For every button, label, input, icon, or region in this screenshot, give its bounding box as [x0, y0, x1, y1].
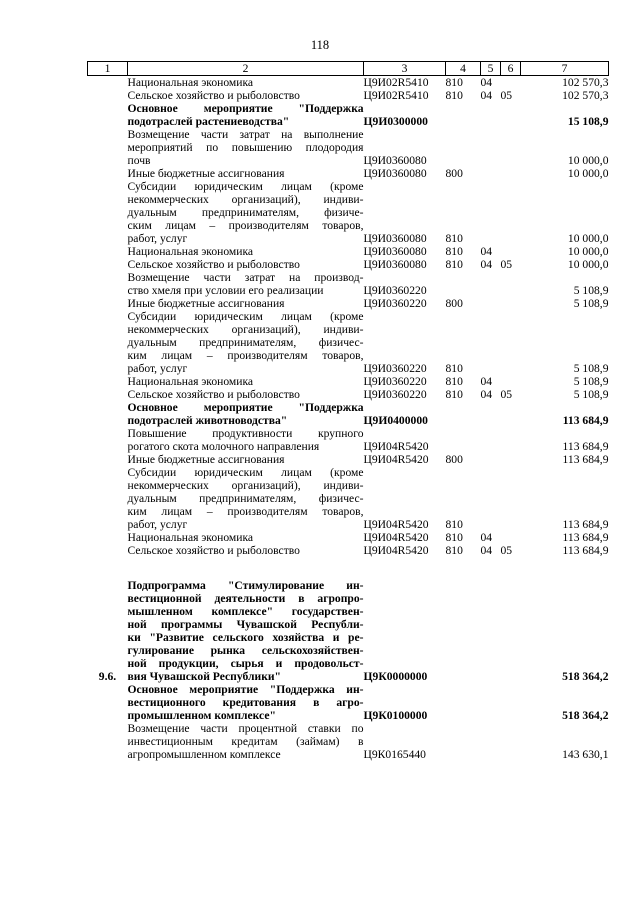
row-subsection — [501, 180, 521, 245]
row-name: Возмещение части затрат на выполнение мероприятий по повышению плодородия почв — [127, 128, 364, 167]
row-section — [481, 579, 501, 683]
row-code: Ц9И0360080 — [363, 232, 427, 245]
row-name: Субсидии юридическим лицам (кроме некоммерческих организаций), индиви- дуальным предпринимателям, физиче- ским лицам – производителям товаров, работ, услуг — [127, 180, 364, 245]
row-code: Ц9К0100000 — [363, 709, 428, 722]
row-subsection — [501, 453, 521, 466]
row-amount: 113 684,9 — [562, 414, 609, 427]
row-subsection — [501, 102, 521, 128]
row-expense-type — [446, 427, 481, 453]
table-row — [88, 722, 609, 761]
row-number — [88, 271, 128, 297]
row-section: 04 — [480, 544, 493, 557]
table-row — [88, 531, 609, 544]
row-name: Сельское хозяйство и рыболовство — [127, 388, 300, 401]
row-number — [88, 76, 128, 90]
row-subsection — [501, 722, 521, 761]
row-amount: 10 000,0 — [567, 167, 609, 180]
row-expense-type: 800 — [445, 297, 463, 310]
row-number — [88, 375, 128, 388]
row-code: Ц9И0360080 — [363, 258, 427, 271]
row-subsection — [501, 531, 521, 544]
row-section — [481, 102, 501, 128]
row-expense-type: 810 — [445, 89, 463, 102]
row-expense-type: 800 — [445, 453, 463, 466]
row-subsection — [501, 245, 521, 258]
row-name: Основное мероприятие "Поддержка подотраслей растениеводства" — [127, 102, 364, 128]
row-number — [88, 544, 128, 557]
header-col-2: 2 — [128, 62, 364, 76]
row-amount: 15 108,9 — [567, 115, 609, 128]
header-col-5: 5 — [481, 62, 501, 76]
row-expense-type: 810 — [445, 518, 463, 531]
row-name: Возмещение части процентной ставки по инвестиционным кредитам (займам) в агропромышленном комплексе — [127, 722, 364, 761]
row-amount: 5 108,9 — [573, 284, 609, 297]
row-section: 04 — [480, 258, 493, 271]
row-expense-type — [446, 271, 481, 297]
row-code: Ц9И02R5410 — [363, 76, 429, 89]
row-subsection — [501, 466, 521, 531]
row-section — [481, 271, 501, 297]
row-amount: 5 108,9 — [573, 375, 609, 388]
table-row — [88, 466, 609, 531]
row-amount: 113 684,9 — [562, 544, 609, 557]
row-number: 9.6. — [98, 670, 117, 683]
row-expense-type: 810 — [445, 362, 463, 375]
row-amount: 518 364,2 — [562, 670, 609, 683]
row-name: Национальная экономика — [127, 531, 254, 544]
row-subsection: 05 — [500, 89, 513, 102]
row-subsection — [501, 128, 521, 167]
row-subsection — [501, 271, 521, 297]
row-number — [88, 89, 128, 102]
row-code: Ц9И04R5420 — [363, 531, 429, 544]
row-expense-type: 800 — [445, 167, 463, 180]
row-section — [481, 683, 501, 722]
row-number — [88, 180, 128, 245]
row-subsection — [501, 310, 521, 375]
row-code: Ц9И0360220 — [363, 284, 427, 297]
row-number — [88, 167, 128, 180]
header-col-4: 4 — [446, 62, 481, 76]
row-number — [88, 388, 128, 401]
row-amount: 113 684,9 — [562, 453, 609, 466]
row-subsection — [501, 375, 521, 388]
row-code: Ц9И0300000 — [363, 115, 428, 128]
row-amount: 5 108,9 — [573, 362, 609, 375]
row-number — [88, 245, 128, 258]
row-code: Ц9И0360220 — [363, 297, 427, 310]
row-number — [88, 722, 128, 761]
table-row — [88, 683, 609, 722]
row-expense-type: 810 — [445, 531, 463, 544]
row-expense-type — [446, 102, 481, 128]
row-code: Ц9И0360220 — [363, 375, 427, 388]
row-amount: 10 000,0 — [567, 245, 609, 258]
table-row — [88, 258, 609, 271]
row-amount: 113 684,9 — [562, 518, 609, 531]
row-number — [88, 427, 128, 453]
row-subsection: 05 — [500, 258, 513, 271]
row-expense-type — [446, 579, 481, 683]
row-section: 04 — [480, 89, 493, 102]
row-expense-type — [446, 722, 481, 761]
row-section — [481, 128, 501, 167]
row-section — [481, 297, 501, 310]
row-expense-type: 810 — [445, 258, 463, 271]
row-name: Субсидии юридическим лицам (кроме некоммерческих организаций), индиви- дуальным предпринимателям, физичес- ким лицам – производителям товаров, работ, услуг — [127, 466, 364, 531]
row-code: Ц9И0360220 — [363, 362, 427, 375]
row-section — [481, 310, 501, 375]
table-header-row — [88, 62, 609, 76]
row-name: Возмещение части затрат на производ- ство хмеля при условии его реализации — [127, 271, 364, 297]
table-row — [88, 102, 609, 128]
row-amount: 518 364,2 — [562, 709, 609, 722]
row-expense-type: 810 — [445, 232, 463, 245]
row-expense-type: 810 — [445, 76, 463, 89]
row-subsection — [501, 401, 521, 427]
row-name: Сельское хозяйство и рыболовство — [127, 89, 300, 102]
row-amount: 10 000,0 — [567, 154, 609, 167]
table-row — [88, 297, 609, 310]
table-row — [88, 579, 609, 683]
row-number — [88, 466, 128, 531]
row-section: 04 — [480, 76, 493, 89]
row-name: Национальная экономика — [127, 76, 254, 89]
row-section — [481, 453, 501, 466]
row-number — [88, 297, 128, 310]
header-col-6: 6 — [501, 62, 521, 76]
row-code: Ц9И0360220 — [363, 388, 427, 401]
row-name: Национальная экономика — [127, 375, 254, 388]
row-amount: 143 630,1 — [562, 748, 609, 761]
row-subsection: 05 — [500, 388, 513, 401]
row-code: Ц9И04R5420 — [363, 440, 429, 453]
row-code: Ц9И0360080 — [363, 154, 427, 167]
header-col-1: 1 — [88, 62, 128, 76]
row-amount: 102 570,3 — [562, 76, 609, 89]
row-amount: 113 684,9 — [562, 531, 609, 544]
header-col-7: 7 — [521, 62, 609, 76]
row-section — [481, 401, 501, 427]
row-code: Ц9К0000000 — [363, 670, 428, 683]
row-code: Ц9И0360080 — [363, 167, 427, 180]
row-section — [481, 180, 501, 245]
table-row — [88, 128, 609, 167]
row-name: Иные бюджетные ассигнования — [127, 453, 285, 466]
row-code: Ц9И0400000 — [363, 414, 428, 427]
row-section: 04 — [480, 375, 493, 388]
row-number — [88, 531, 128, 544]
table-row — [88, 310, 609, 375]
row-name: Иные бюджетные ассигнования — [127, 167, 285, 180]
table-row — [88, 453, 609, 466]
row-section — [481, 167, 501, 180]
row-subsection — [501, 427, 521, 453]
row-number — [88, 258, 128, 271]
row-code: Ц9И02R5410 — [363, 89, 429, 102]
table-row — [88, 271, 609, 297]
row-code: Ц9И04R5420 — [363, 544, 429, 557]
table-row — [88, 89, 609, 102]
table-row — [88, 401, 609, 427]
table-row — [88, 388, 609, 401]
row-subsection — [501, 579, 521, 683]
row-expense-type: 810 — [445, 375, 463, 388]
row-code: Ц9И04R5420 — [363, 518, 429, 531]
row-subsection — [501, 167, 521, 180]
row-amount: 5 108,9 — [573, 297, 609, 310]
table-row — [88, 180, 609, 245]
row-spacer — [88, 557, 609, 579]
table-row — [88, 245, 609, 258]
table-row — [88, 76, 609, 90]
budget-table — [87, 61, 609, 761]
row-number — [88, 310, 128, 375]
row-amount: 113 684,9 — [562, 440, 609, 453]
page-number: 118 — [310, 38, 330, 52]
row-expense-type: 810 — [445, 388, 463, 401]
row-section: 04 — [480, 388, 493, 401]
table-row — [88, 427, 609, 453]
row-subsection: 05 — [500, 544, 513, 557]
row-amount: 102 570,3 — [562, 89, 609, 102]
table-row — [88, 167, 609, 180]
row-amount: 5 108,9 — [573, 388, 609, 401]
row-subsection — [501, 297, 521, 310]
row-section: 04 — [480, 531, 493, 544]
row-number — [88, 128, 128, 167]
row-number — [88, 683, 128, 722]
row-amount: 10 000,0 — [567, 258, 609, 271]
row-number — [88, 453, 128, 466]
row-name: Подпрограмма "Стимулирование ин- вестиционной деятельности в агропро- мышленном комплексе" государствен- ной программы Чувашской Республи- ки "Развитие сельского хозяйства и ре- гулирование рынка сельскохозяйствен- ной продукции, сырья и продовольст- вия Чувашской Республики" — [127, 579, 364, 683]
row-section — [481, 466, 501, 531]
table-row — [88, 375, 609, 388]
row-expense-type — [446, 128, 481, 167]
row-section — [481, 427, 501, 453]
row-name: Повышение продуктивности крупного рогатого скота молочного направления — [127, 427, 364, 453]
row-name: Субсидии юридическим лицам (кроме некоммерческих организаций), индиви- дуальным предпринимателям, физичес- ким лицам – производителям товаров, работ, услуг — [127, 310, 364, 375]
row-number — [88, 401, 128, 427]
row-number — [88, 102, 128, 128]
row-code: Ц9К0165440 — [363, 748, 426, 761]
row-expense-type — [446, 683, 481, 722]
row-expense-type: 810 — [445, 245, 463, 258]
row-expense-type: 810 — [445, 544, 463, 557]
row-code: Ц9И04R5420 — [363, 453, 429, 466]
row-name: Национальная экономика — [127, 245, 254, 258]
header-col-3: 3 — [364, 62, 446, 76]
row-amount: 10 000,0 — [567, 232, 609, 245]
row-name: Сельское хозяйство и рыболовство — [127, 258, 300, 271]
row-subsection — [501, 76, 521, 90]
row-subsection — [501, 683, 521, 722]
row-section: 04 — [480, 245, 493, 258]
row-code: Ц9И0360080 — [363, 245, 427, 258]
row-name: Сельское хозяйство и рыболовство — [127, 544, 300, 557]
row-name: Иные бюджетные ассигнования — [127, 297, 285, 310]
table-row — [88, 544, 609, 557]
row-expense-type — [446, 401, 481, 427]
row-section — [481, 722, 501, 761]
row-name: Основное мероприятие "Поддержка ин- вестиционного кредитования в агро- промышленном комплексе" — [127, 683, 364, 722]
row-name: Основное мероприятие "Поддержка подотраслей животноводства" — [127, 401, 364, 427]
